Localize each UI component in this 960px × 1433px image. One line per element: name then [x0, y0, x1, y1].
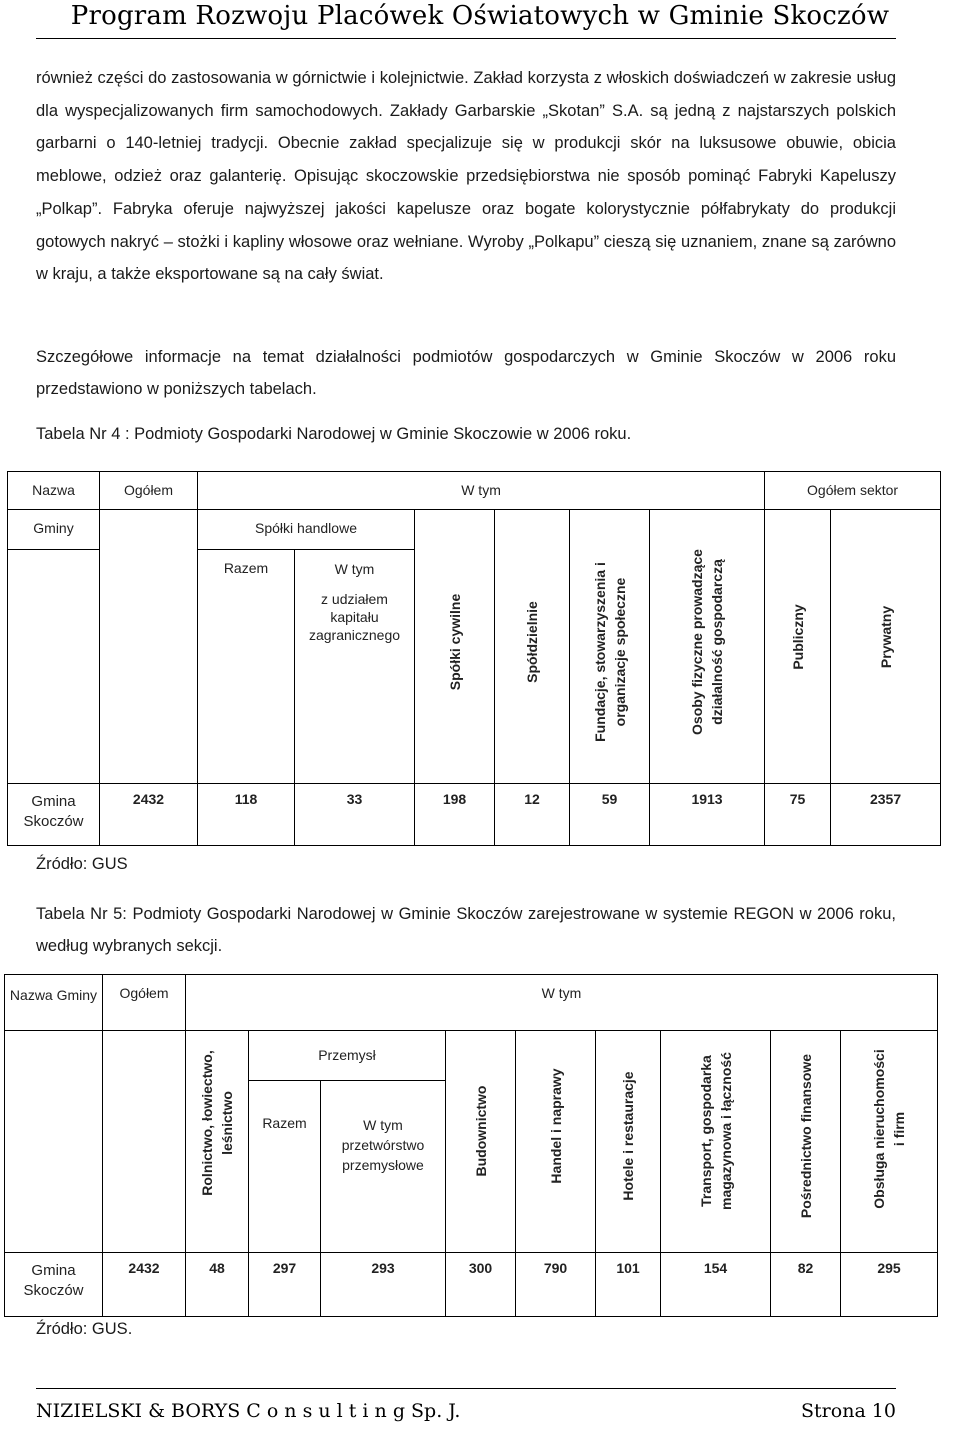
t4-col-osoby	[650, 510, 765, 784]
t4-header-kapital: z udziałem kapitału zagranicznego	[308, 591, 401, 643]
t4-row-name: Gmina Skoczów	[8, 784, 100, 846]
t4-header-razem: Razem	[198, 550, 295, 784]
t4-header-w-tym-sub: W tym	[334, 561, 375, 577]
t5-header-w-tym-przetworstwo	[321, 1081, 446, 1253]
t4-cell-kapital: 33	[295, 784, 415, 846]
t5-header-rolnictwo: Rolnictwo, łowiectwo, leśnictwo	[199, 1050, 235, 1196]
t5-header-przetworstwo-label: W tym przetwórstwo przemysłowe	[341, 1117, 425, 1173]
t5-col-budownictwo	[446, 1031, 516, 1253]
t4-col-prywatny	[831, 510, 941, 784]
t4-header-spolki-cywilne: Spółki cywilne	[446, 593, 463, 691]
t4-header-ogolem: Ogółem	[100, 472, 198, 510]
t4-header-w-tym: W tym	[198, 472, 765, 510]
t4-gminy-spacer	[8, 550, 100, 784]
t5-cell-transport: 154	[661, 1253, 771, 1317]
t5-header-w-tym: W tym	[186, 975, 938, 1031]
t5-cell-handel: 790	[516, 1253, 596, 1317]
t4-col-spoldzielnie	[495, 510, 570, 784]
t4-cell-spoldzielnie: 12	[495, 784, 570, 846]
t5-col-obsluga	[841, 1031, 938, 1253]
t5-col-posrednictwo	[771, 1031, 841, 1253]
t4-header-osoby: Osoby fizyczne prowadzące działalność gospodarczą	[689, 549, 726, 735]
header-divider	[36, 38, 896, 39]
t5-name-spacer	[5, 1031, 103, 1253]
t5-cell-przetworstwo: 293	[321, 1253, 446, 1317]
t5-cell-ogolem: 2432	[103, 1253, 186, 1317]
t4-col-fundacje	[570, 510, 650, 784]
t4-col-publiczny	[765, 510, 831, 784]
t4-cell-ogolem: 2432	[100, 784, 198, 846]
t5-cell-budownictwo: 300	[446, 1253, 516, 1317]
t5-header-hotele: Hotele i restauracje	[620, 1071, 636, 1201]
table4-source: Źródło: GUS	[36, 855, 128, 873]
paragraph-intro: Szczegółowe informacje na temat działalności podmiotów gospodarczych w Gminie Skoczów w 2006 roku przedstawiono w poniższych tabelach.	[36, 348, 896, 398]
t5-cell-obsluga: 295	[841, 1253, 938, 1317]
t4-header-nazwa: Nazwa	[8, 472, 100, 510]
t5-header-nazwa-gminy: Nazwa Gminy	[5, 975, 103, 1031]
footer-page-number: Strona 10	[801, 1400, 896, 1422]
t4-header-ogolem-sektor: Ogółem sektor	[765, 472, 941, 510]
t5-cell-przemysl-razem: 297	[249, 1253, 321, 1317]
t5-col-handel	[516, 1031, 596, 1253]
t5-col-rolnictwo	[186, 1031, 249, 1253]
footer-divider	[36, 1388, 896, 1389]
t4-header-fundacje: Fundacje, stowarzyszenia i organizacje społeczne	[591, 562, 628, 742]
table4-caption: Tabela Nr 4 : Podmioty Gospodarki Narodowej w Gminie Skoczowie w 2006 roku.	[36, 425, 632, 443]
t5-header-przemysl: Przemysł	[249, 1031, 446, 1081]
t5-header-posrednictwo: Pośrednictwo finansowe	[797, 1053, 814, 1219]
t4-header-spolki-handlowe: Spółki handlowe	[198, 510, 415, 550]
page-header: Program Rozwoju Placówek Oświatowych w Gminie Skoczów	[70, 1, 890, 31]
paragraph-industry: również części do zastosowania w górnictwie i kolejnictwie. Zakład korzysta z włoskich doświadczeń w zakresie usług dla wyspecjalizowanych firm samochodowych. Zakłady Garbarskie „Skotan” S.A. są jedną z najstarszych polskich garbarni o 140-letniej tradycji. Obecnie zakład specjalizuje się w produkcji skór na luksusowe obuwie, obicia meblowe, odzież oraz galanterię. Opisując skoczowskie przedsiębiorstwa nie sposób pominąć Fabryki Kapeluszy „Polkap”. Fabryka oferuje najwyższej jakości kapelusze oraz bogate kolorystycznie półfabrykaty do produkcji gotowych nakryć – stożki i kapliny włosowe oraz wełniane. Wyroby „Polkapu” cieszą się uznaniem, znane są zarówno w kraju, a także eksportowane są na cały świat.	[36, 69, 896, 284]
t5-header-budownictwo: Budownictwo	[472, 1085, 489, 1177]
t5-col-hotele	[596, 1031, 661, 1253]
t4-header-prywatny: Prywatny	[877, 605, 894, 669]
t4-ogolem-spacer	[100, 510, 198, 784]
t5-cell-posrednictwo: 82	[771, 1253, 841, 1317]
t4-header-publiczny: Publiczny	[789, 604, 806, 670]
footer-company: NIZIELSKI & BORYS C o n s u l t i n g Sp. J.	[36, 1400, 461, 1422]
t4-header-w-tym-kapital	[295, 550, 415, 784]
t4-cell-osoby: 1913	[650, 784, 765, 846]
t5-ogolem-spacer	[103, 1031, 186, 1253]
t5-header-handel: Handel i naprawy	[547, 1068, 564, 1184]
t4-cell-prywatny: 2357	[831, 784, 941, 846]
t5-col-transport	[661, 1031, 771, 1253]
table-4	[7, 471, 941, 846]
t5-cell-hotele: 101	[596, 1253, 661, 1317]
t5-header-razem: Razem	[249, 1081, 321, 1253]
t5-header-ogolem: Ogółem	[103, 975, 186, 1031]
t5-row-name: Gmina Skoczów	[5, 1253, 103, 1317]
t4-header-spoldzielnie: Spółdzielnie	[524, 601, 540, 683]
table5-caption: Tabela Nr 5: Podmioty Gospodarki Narodowej w Gminie Skoczów zarejestrowane w systemie REGON w 2006 roku, według wybranych sekcji.	[36, 905, 896, 955]
t5-cell-rolnictwo: 48	[186, 1253, 249, 1317]
t4-cell-fundacje: 59	[570, 784, 650, 846]
t4-cell-publiczny: 75	[765, 784, 831, 846]
t5-header-obsluga: Obsługa nieruchomości i firm	[871, 1049, 907, 1209]
table-5	[4, 974, 938, 1317]
table5-source: Źródło: GUS.	[36, 1320, 133, 1338]
t4-col-spolki-cywilne	[415, 510, 495, 784]
t4-cell-spolki-cywilne: 198	[415, 784, 495, 846]
t4-header-gminy: Gminy	[8, 510, 100, 550]
t5-header-transport: Transport, gospodarka magazynowa i łączność	[697, 1052, 734, 1210]
t4-cell-razem: 118	[198, 784, 295, 846]
